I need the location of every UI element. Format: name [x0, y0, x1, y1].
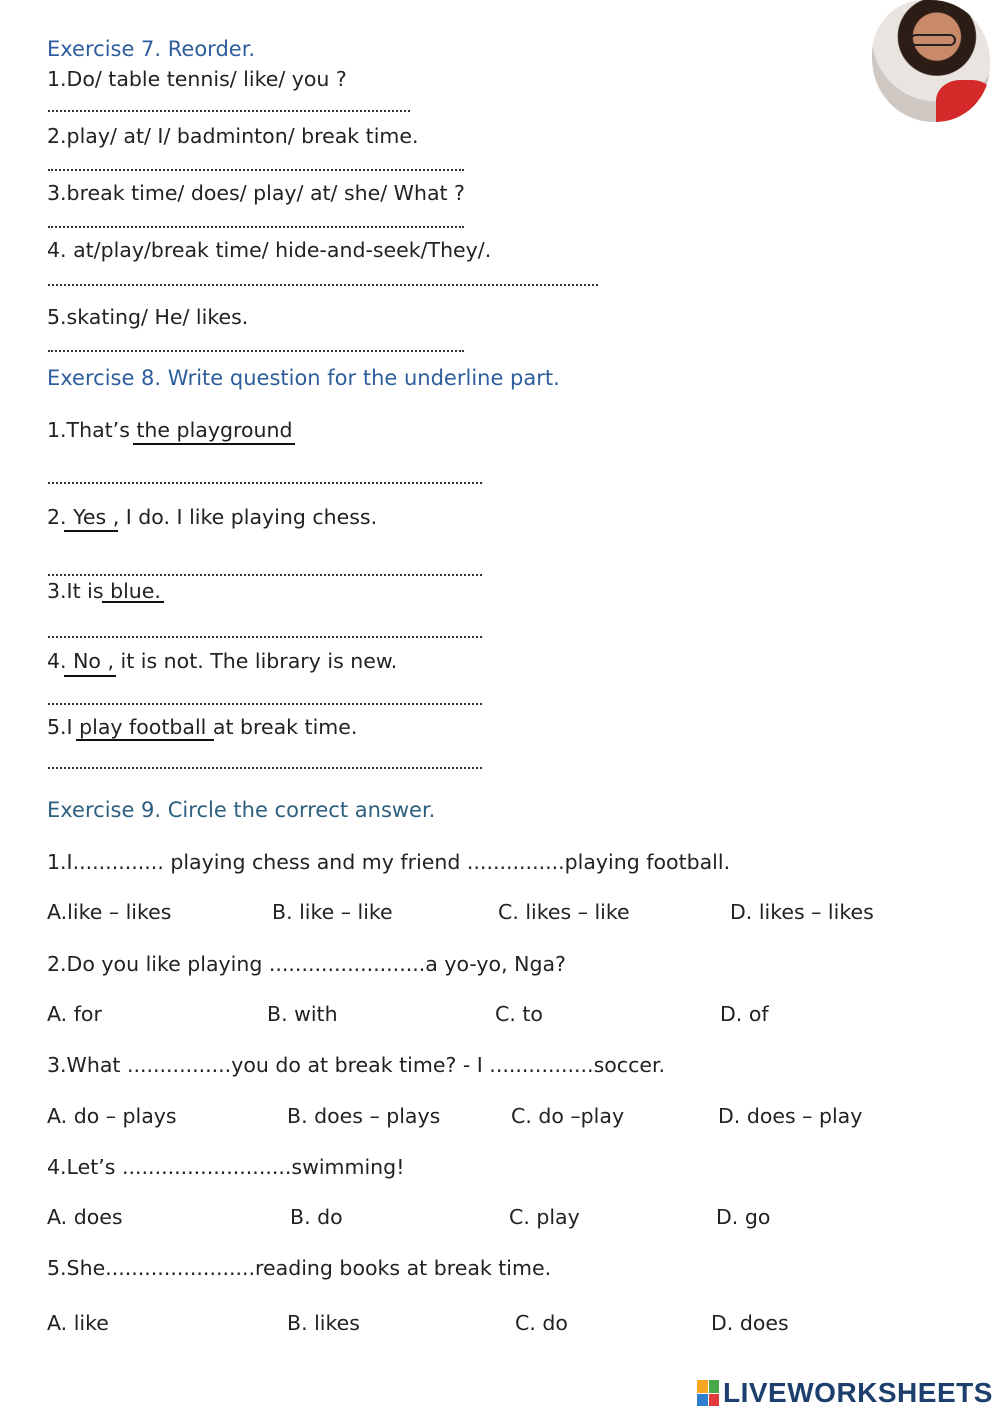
- ex9-q5-option-b[interactable]: B. likes: [287, 1311, 360, 1335]
- ex9-q4-option-b[interactable]: B. do: [290, 1205, 343, 1229]
- ex7-item-5: 5.skating/ He/ likes.: [47, 305, 249, 329]
- exercise-9-title: Exercise 9. Circle the correct answer.: [47, 798, 436, 822]
- ex8-underline-3: [102, 601, 164, 603]
- logo-square-1: [697, 1380, 708, 1393]
- ex9-q1-option-c[interactable]: C. likes – like: [498, 900, 630, 924]
- ex8-item-2-rest: I do. I like playing chess.: [119, 505, 378, 529]
- glasses-shape: [910, 34, 956, 46]
- liveworksheets-logo-icon: [697, 1380, 719, 1406]
- ex9-q5-option-d[interactable]: D. does: [711, 1311, 789, 1335]
- ex9-q2-option-d[interactable]: D. of: [720, 1002, 769, 1026]
- ex9-q2-option-a[interactable]: A. for: [47, 1002, 102, 1026]
- shirt-shape: [936, 80, 990, 122]
- ex9-question-4: 4.Let’s ..........................swimming!: [47, 1155, 405, 1179]
- ex9-q3-option-a[interactable]: A. do – plays: [47, 1104, 177, 1128]
- ex9-q2-option-c[interactable]: C. to: [495, 1002, 543, 1026]
- ex9-q1-option-a[interactable]: A.like – likes: [47, 900, 172, 924]
- ex9-q5-option-a[interactable]: A. like: [47, 1311, 109, 1335]
- ex8-item-3: [47, 579, 161, 603]
- ex8-item-4-underlined: No ,: [66, 649, 114, 673]
- ex9-q3-option-d[interactable]: D. does – play: [718, 1104, 863, 1128]
- ex8-item-3-underlined: blue.: [103, 579, 161, 603]
- ex9-question-1: 1.I.............. playing chess and my friend ...............playing football.: [47, 850, 731, 874]
- ex8-item-3-text: 3.It is: [47, 579, 104, 603]
- ex8-answer-line-3[interactable]: [48, 636, 482, 638]
- ex8-item-1: [47, 418, 292, 442]
- ex7-item-4: 4. at/play/break time/ hide-and-seek/They/.: [47, 238, 492, 262]
- teacher-photo: [872, 0, 990, 122]
- ex8-answer-line-4[interactable]: [48, 703, 482, 705]
- logo-square-4: [709, 1394, 720, 1407]
- ex8-answer-line-2[interactable]: [48, 574, 482, 576]
- ex9-question-3: 3.What ................you do at break time? - I ................soccer.: [47, 1053, 666, 1077]
- liveworksheets-logo-text: LIVEWORKSHEETS: [723, 1377, 993, 1408]
- ex7-item-1: 1.Do/ table tennis/ like/ you ?: [47, 67, 347, 91]
- logo-square-2: [709, 1380, 720, 1393]
- ex9-q4-option-a[interactable]: A. does: [47, 1205, 123, 1229]
- ex8-item-1-underlined: the playground: [136, 418, 293, 442]
- ex9-q3-option-c[interactable]: C. do –play: [511, 1104, 625, 1128]
- ex7-item-2: 2.play/ at/ I/ badminton/ break time.: [47, 124, 419, 148]
- ex8-item-4-rest: it is not. The library is new.: [114, 649, 398, 673]
- ex7-answer-line-5[interactable]: [48, 350, 464, 352]
- ex8-underline-1: [133, 443, 295, 445]
- ex8-item-5-underlined: play football: [79, 715, 207, 739]
- ex8-underline-2: [64, 530, 118, 532]
- ex8-item-4: [47, 649, 397, 673]
- ex8-item-5-rest: at break time.: [206, 715, 358, 739]
- ex8-item-2-underlined: Yes ,: [66, 505, 120, 529]
- ex8-item-2: [47, 505, 377, 529]
- liveworksheets-logo: [697, 1376, 993, 1410]
- ex8-item-5: [47, 715, 357, 739]
- ex9-q4-option-c[interactable]: C. play: [509, 1205, 580, 1229]
- ex8-item-4-text: 4.: [47, 649, 67, 673]
- ex8-underline-4: [64, 675, 116, 677]
- ex8-item-5-text: 5.I: [47, 715, 80, 739]
- exercise-8-title: Exercise 8. Write question for the underline part.: [47, 366, 560, 390]
- ex9-q4-option-d[interactable]: D. go: [716, 1205, 771, 1229]
- ex9-q5-option-c[interactable]: C. do: [515, 1311, 568, 1335]
- ex8-underline-5: [76, 739, 214, 741]
- ex7-answer-line-1[interactable]: [48, 110, 410, 112]
- ex9-question-2: 2.Do you like playing ........................a yo-yo, Nga?: [47, 952, 566, 976]
- ex9-q2-option-b[interactable]: B. with: [267, 1002, 338, 1026]
- ex7-answer-line-2[interactable]: [48, 169, 464, 171]
- ex8-item-2-text: 2.: [47, 505, 67, 529]
- ex8-answer-line-5[interactable]: [48, 767, 482, 769]
- ex7-item-3: 3.break time/ does/ play/ at/ she/ What ?: [47, 181, 465, 205]
- exercise-7-title: Exercise 7. Reorder.: [47, 37, 256, 61]
- ex7-answer-line-4[interactable]: [48, 284, 598, 286]
- logo-square-3: [697, 1394, 708, 1407]
- ex9-q1-option-b[interactable]: B. like – like: [272, 900, 393, 924]
- ex8-answer-line-1[interactable]: [48, 482, 482, 484]
- ex8-item-1-text: 1.That’s: [47, 418, 137, 442]
- ex9-question-5: 5.She.......................reading books at break time.: [47, 1256, 552, 1280]
- ex9-q1-option-d[interactable]: D. likes – likes: [730, 900, 874, 924]
- ex9-q3-option-b[interactable]: B. does – plays: [287, 1104, 441, 1128]
- ex7-answer-line-3[interactable]: [48, 226, 464, 228]
